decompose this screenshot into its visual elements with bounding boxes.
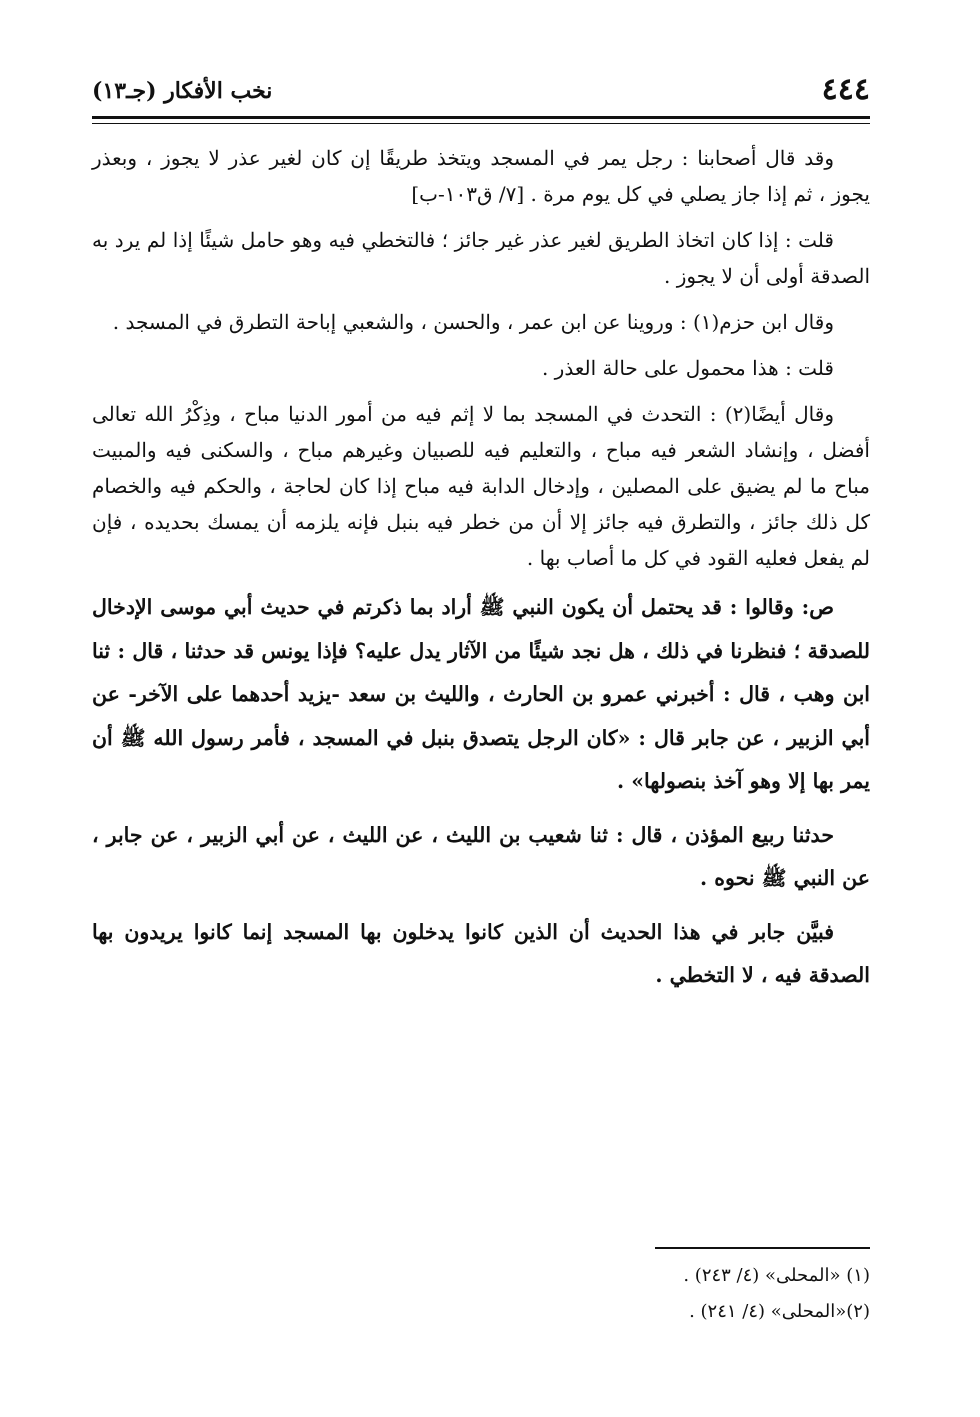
paragraph-5: وقال أيضًا(٢) : التحدث في المسجد بما لا إثم فيه من أمور الدنيا مباح ، وذِكْرُ الله تعالى أفضل ، وإنشاد الشعر فيه مباح ، والتعليم فيه للصبيان وغيرهم مباح ، والسكنى فيه والمبيت مباح ما لم يضيق على المصلين ، وإدخال الدابة فيه مباح إذا كان لحاجة ، والحكم فيه والخصام كل ذلك جائز ، والتطرق فيه جائز إلا أن من خطر فيه بنبل فإنه يلزمه أن يمسك بحديده ، فإن لم يفعل فعليه القود في كل ما أصاب بها .	[92, 402, 870, 570]
main-text	[92, 140, 870, 1008]
paragraph-2: قلت : إذا كان اتخاذ الطريق لغير عذر غير جائز ؛ فالتخطي فيه وهو حامل شيئًا إذا لم يرد به الصدقة أولى أن لا يجوز .	[92, 228, 870, 288]
paragraph-7-hadith-chain: حدثنا ربيع المؤذن ، قال : ثنا شعيب بن الليث ، عن الليث ، عن أبي الزبير ، عن جابر ، عن النبي ﷺ نحوه .	[92, 822, 870, 890]
header-rule-thin	[92, 123, 870, 124]
page-number: ٤٤٤	[821, 72, 870, 107]
paragraph-1: وقد قال أصحابنا : رجل يمر في المسجد ويتخذ طريقًا إن كان لغير عذر لا يجوز ، وبعذر يجوز ، ثم إذا جاز يصلي في كل يوم مرة . [٧/ ق١٠٣-ب]	[92, 146, 870, 206]
footnote-1: (١) «المحلى» (٤/ ٢٤٣) .	[683, 1265, 870, 1286]
running-title: نخب الأفكار (جـ١٣)	[92, 78, 273, 104]
paragraph-3: وقال ابن حزم(١) : وروينا عن ابن عمر ، والحسن ، والشعبي إباحة التطرق في المسجد .	[112, 310, 834, 334]
paragraph-8-conclusion: فبيَّن جابر في هذا الحديث أن الذين كانوا يدخلون بها المسجد إنما كانوا يريدون بها الصدقة فيه ، لا التخطي .	[92, 919, 870, 987]
paragraph-4: قلت : هذا محمول على حالة العذر .	[541, 356, 834, 380]
paragraph-6-hadith-text: ص: وقالوا : قد يحتمل أن يكون النبي ﷺ أراد بما ذكرتم في حديث أبي موسى الإدخال للصدقة ؛ فنظرنا في ذلك ، هل نجد شيئًا من الآثار يدل عليه؟ فإذا يونس قد حدثنا ، قال : ثنا ابن وهب ، قال : أخبرني عمرو بن الحارث ، والليث بن سعد -يزيد أحدهما على الآخر- عن أبي الزبير ، عن جابر قال : «كان الرجل يتصدق بنبل في المسجد ، فأمر رسول الله ﷺ أن يمر بها إلا وهو آخذ بنصولها» .	[92, 595, 870, 793]
footnote-separator	[655, 1247, 870, 1249]
footnotes	[92, 1258, 870, 1330]
page-header	[92, 70, 870, 116]
footnote-2: (٢)«المحلى» (٤/ ٢٤١) .	[689, 1301, 870, 1322]
header-rule-thick	[92, 116, 870, 119]
